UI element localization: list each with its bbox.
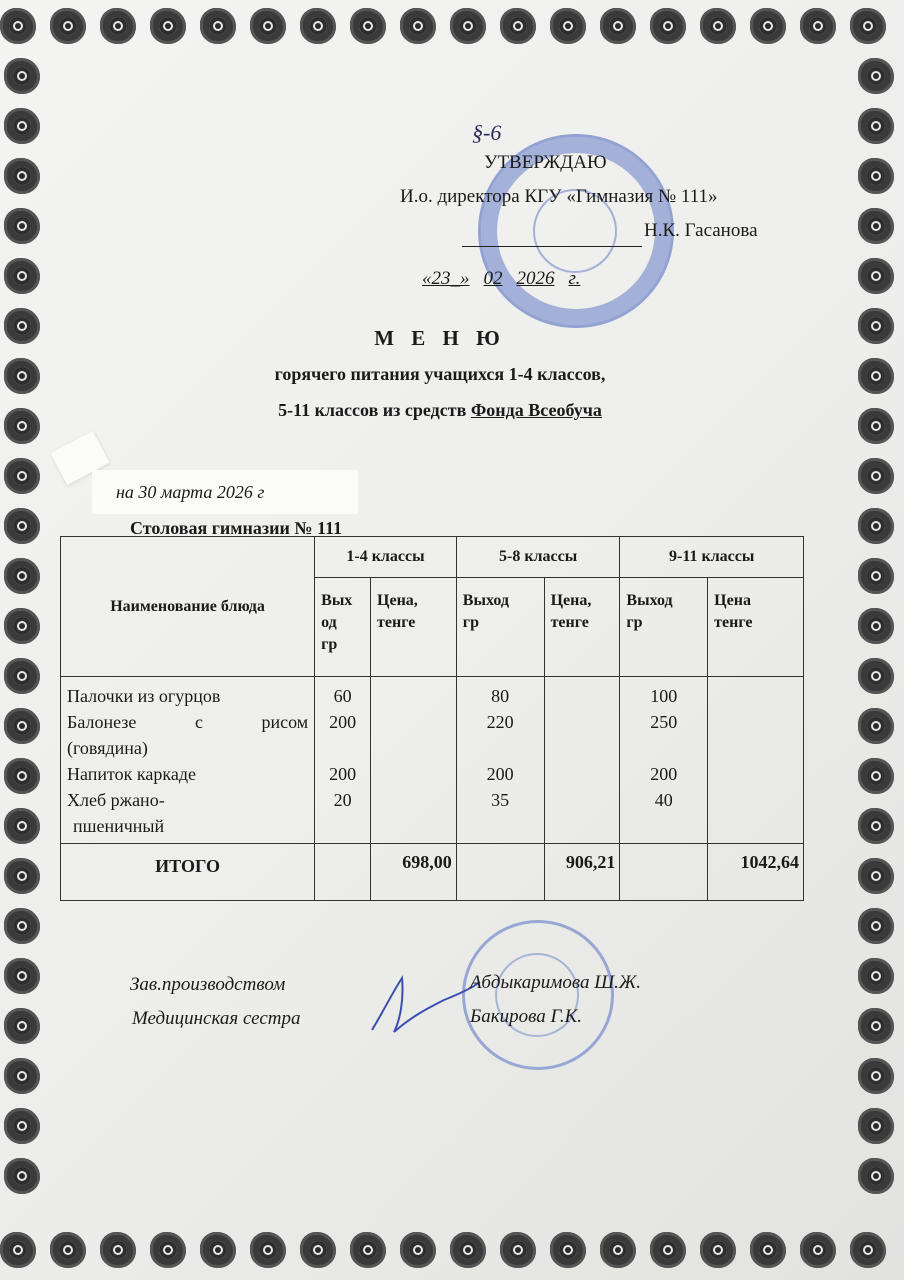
border-flower-tile	[858, 508, 894, 544]
border-flower-tile	[250, 8, 286, 44]
border-flower-tile	[450, 1232, 486, 1268]
border-flower-tile	[750, 8, 786, 44]
signature-line	[462, 246, 642, 247]
director-title: И.о. директора КГУ «Гимназия № 111»	[400, 186, 718, 207]
border-flower-tile	[550, 8, 586, 44]
medical-stamp	[462, 920, 614, 1070]
border-flower-tile	[750, 1232, 786, 1268]
border-flower-tile	[4, 1108, 40, 1144]
fund-name: Фонда Всеобуча	[470, 400, 602, 420]
border-flower-tile	[4, 58, 40, 94]
menu-title: М Е Н Ю	[374, 326, 506, 350]
dish-list	[61, 677, 315, 844]
sub-header-yield: Выход гр	[456, 578, 544, 677]
menu-subtitle-2	[0, 400, 880, 421]
director-name: Н.К. Гасанова	[644, 220, 758, 241]
border-flower-tile	[858, 1058, 894, 1094]
border-flower-tile	[500, 8, 536, 44]
total-5-8: 906,21	[544, 844, 620, 901]
border-flower-tile	[4, 908, 40, 944]
border-flower-tile	[4, 958, 40, 994]
canteen-name: Столовая гимназии № 111	[130, 518, 342, 538]
border-flower-tile	[550, 1232, 586, 1268]
border-flower-tile	[100, 8, 136, 44]
border-flower-tile	[450, 8, 486, 44]
border-flower-tile	[4, 458, 40, 494]
role-nurse: Медицинская сестра	[132, 1008, 301, 1029]
border-flower-tile	[858, 58, 894, 94]
column-header-dish: Наименование блюда	[61, 537, 315, 677]
yield-5-8: 80 220 200 35	[456, 677, 544, 844]
total-label: ИТОГО	[61, 844, 315, 901]
border-flower-tile	[4, 858, 40, 894]
name-nurse: Бакирова Г.К.	[470, 1006, 582, 1027]
total-row	[61, 844, 804, 901]
border-flower-tile	[600, 8, 636, 44]
yield-1-4: 60 200 200 20	[315, 677, 371, 844]
border-flower-tile	[700, 8, 736, 44]
border-flower-tile	[600, 1232, 636, 1268]
approval-day: «23_»	[422, 268, 470, 289]
border-flower-tile	[858, 758, 894, 794]
approval-date	[422, 268, 594, 290]
approval-number: §-6	[472, 120, 502, 145]
group-header-9-11: 9-11 классы	[620, 537, 804, 578]
border-flower-tile	[4, 1008, 40, 1044]
border-flower-tile	[4, 808, 40, 844]
border-flower-tile	[4, 758, 40, 794]
border-flower-tile	[858, 708, 894, 744]
border-flower-tile	[4, 1058, 40, 1094]
sub-header-yield: Вых од гр	[315, 578, 371, 677]
border-flower-tile	[650, 8, 686, 44]
total-1-4: 698,00	[371, 844, 457, 901]
border-flower-tile	[858, 208, 894, 244]
menu-table	[60, 536, 804, 901]
border-flower-tile	[500, 1232, 536, 1268]
border-flower-tile	[100, 1232, 136, 1268]
group-header-1-4: 1-4 классы	[315, 537, 457, 578]
approval-year: 2026	[516, 268, 555, 289]
border-flower-tile	[300, 8, 336, 44]
border-flower-tile	[858, 1108, 894, 1144]
border-flower-tile	[200, 1232, 236, 1268]
border-flower-tile	[4, 608, 40, 644]
subtitle-prefix: 5-11 классов из средств	[278, 400, 467, 420]
border-flower-tile	[4, 208, 40, 244]
total-9-11: 1042,64	[708, 844, 804, 901]
border-flower-tile	[350, 8, 386, 44]
dish-name: Балонезе с рисом	[67, 712, 309, 732]
price-1-4	[371, 677, 457, 844]
sub-header-price: Цена, тенге	[544, 578, 620, 677]
sub-header-yield: Выход гр	[620, 578, 708, 677]
border-flower-tile	[858, 958, 894, 994]
approval-year-suffix: г.	[568, 268, 581, 289]
border-flower-tile	[50, 8, 86, 44]
border-flower-tile	[400, 8, 436, 44]
border-flower-tile	[858, 1008, 894, 1044]
border-flower-tile	[4, 158, 40, 194]
border-flower-tile	[858, 608, 894, 644]
border-flower-tile	[250, 1232, 286, 1268]
dish-name-cont: пшеничный	[73, 816, 165, 836]
menu-date: на 30 марта 2026 г	[92, 470, 358, 514]
border-flower-tile	[800, 1232, 836, 1268]
border-flower-tile	[700, 1232, 736, 1268]
dish-name: Хлеб ржано-	[67, 790, 165, 810]
border-flower-tile	[850, 1232, 886, 1268]
border-flower-tile	[858, 858, 894, 894]
border-flower-tile	[858, 108, 894, 144]
border-flower-tile	[800, 8, 836, 44]
dish-name: Палочки из огурцов	[67, 686, 221, 706]
role-production-head: Зав.производством	[130, 974, 286, 995]
price-9-11	[708, 677, 804, 844]
price-5-8	[544, 677, 620, 844]
sub-header-price: Цена тенге	[708, 578, 804, 677]
yield-9-11: 100 250 200 40	[620, 677, 708, 844]
border-flower-tile	[150, 8, 186, 44]
border-flower-tile	[400, 1232, 436, 1268]
approval-month: 02	[483, 268, 503, 289]
border-flower-tile	[858, 1158, 894, 1194]
sub-header-price: Цена, тенге	[371, 578, 457, 677]
dish-name-cont: (говядина)	[67, 738, 148, 758]
border-flower-tile	[300, 1232, 336, 1268]
border-flower-tile	[4, 658, 40, 694]
border-flower-tile	[858, 258, 894, 294]
table-row	[61, 677, 804, 844]
dish-name: Напиток каркаде	[67, 764, 196, 784]
border-flower-tile	[4, 258, 40, 294]
border-flower-tile	[858, 658, 894, 694]
border-flower-tile	[50, 1232, 86, 1268]
border-flower-tile	[4, 1158, 40, 1194]
border-flower-tile	[4, 708, 40, 744]
border-flower-tile	[850, 8, 886, 44]
approve-heading: УТВЕРЖДАЮ	[484, 152, 607, 173]
border-flower-tile	[4, 108, 40, 144]
menu-subtitle-1: горячего питания учащихся 1-4 классов,	[274, 364, 606, 384]
group-header-5-8: 5-8 классы	[456, 537, 620, 578]
border-flower-tile	[858, 158, 894, 194]
border-flower-tile	[858, 558, 894, 594]
border-flower-tile	[150, 1232, 186, 1268]
name-production-head: Абдыкаримова Ш.Ж.	[470, 972, 641, 993]
border-flower-tile	[858, 458, 894, 494]
border-flower-tile	[0, 8, 36, 44]
border-flower-tile	[4, 558, 40, 594]
border-flower-tile	[0, 1232, 36, 1268]
border-flower-tile	[858, 908, 894, 944]
border-flower-tile	[200, 8, 236, 44]
border-flower-tile	[858, 808, 894, 844]
handwritten-signature	[364, 970, 484, 1040]
border-flower-tile	[4, 508, 40, 544]
border-flower-tile	[350, 1232, 386, 1268]
border-flower-tile	[650, 1232, 686, 1268]
